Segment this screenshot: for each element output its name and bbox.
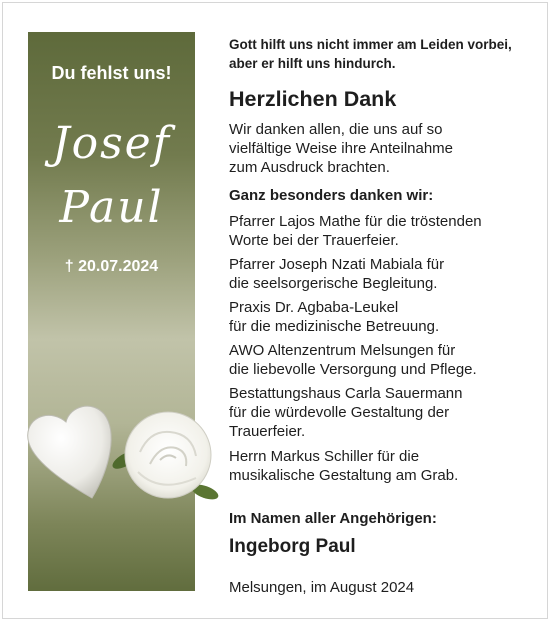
thanks-item: Pfarrer Lajos Mathe für die tröstenden Worte bei der Trauerfeier. <box>229 213 482 249</box>
special-thanks-heading: Ganz besonders danken wir: <box>229 187 434 204</box>
thanks-item: Pfarrer Joseph Nzati Mabiala für die seelsorgerische Begleitung. <box>229 256 445 292</box>
heart-and-rose-image <box>0 360 220 520</box>
thanks-heading: Herzlichen Dank <box>229 87 397 111</box>
thanks-item: AWO Altenzentrum Melsungen für die liebevolle Versorgung und Pflege. <box>229 342 477 378</box>
deceased-first-name: Josef <box>51 118 172 169</box>
deceased-last-name: Paul <box>59 182 164 233</box>
panel-headline: Du fehlst uns! <box>51 63 172 83</box>
intro-paragraph: Wir danken allen, die uns auf so vielfältige Weise ihre Anteilnahme zum Ausdruck brachten. <box>229 121 454 176</box>
signatory-name: Ingeborg Paul <box>229 536 356 557</box>
thanks-item: Herrn Markus Schiller für die musikalische Gestaltung am Grab. <box>229 448 459 484</box>
thanks-item: Praxis Dr. Agbaba-Leukel für die medizinische Betreuung. <box>229 299 440 335</box>
place-date: Melsungen, im August 2024 <box>229 579 415 596</box>
opening-quote: Gott hilft uns nicht immer am Leiden vorbei, aber er hilft uns hindurch. <box>229 37 512 71</box>
family-label: Im Namen aller Angehörigen: <box>229 510 437 527</box>
thanks-item: Bestattungshaus Carla Sauermann für die würdevolle Gestaltung der Trauerfeier. <box>229 385 463 440</box>
death-date: † 20.07.2024 <box>64 258 159 275</box>
